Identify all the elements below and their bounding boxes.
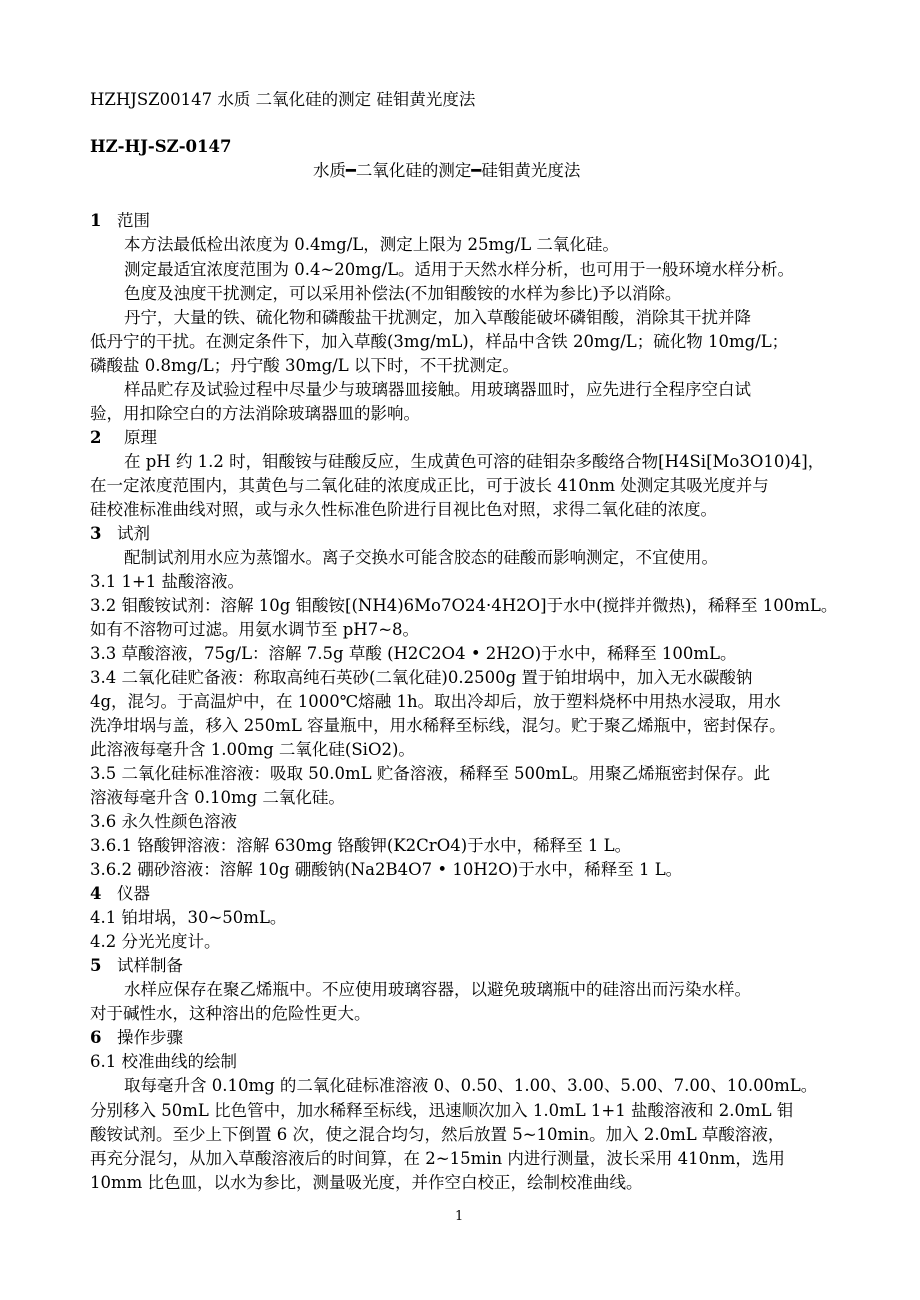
page-number: 1 <box>455 1209 464 1224</box>
section-5-heading <box>90 955 183 977</box>
item-3-4: 3.4 二氧化硅贮备液：称取高纯石英砂(二氧化硅)0.2500g 置于铂坩埚中，加入无水碳酸钠 <box>90 668 753 687</box>
paragraph-line: 洗净坩埚与盖，移入 250mL 容量瓶中，用水稀释至标线，混匀。贮于聚乙烯瓶中，密封保存。 <box>90 716 786 735</box>
item-6-1: 6.1 校准曲线的绘制 <box>90 1052 237 1071</box>
paragraph-line: 本方法最低检出浓度为 0.4mg/L，测定上限为 25mg/L 二氧化硅。 <box>124 235 619 254</box>
section-5-number: 5 <box>90 956 102 975</box>
paragraph-line: 色度及浊度干扰测定，可以采用补偿法(不加钼酸铵的水样为参比)予以消除。 <box>124 284 682 303</box>
section-6-number: 6 <box>90 1028 102 1047</box>
section-6-title: 操作步骤 <box>117 1028 183 1047</box>
paragraph-line: 低丹宁的干扰。在测定条件下，加入草酸(3mg/mL)，样品中含铁 20mg/L；硫化物 10mg/L； <box>90 332 789 351</box>
document-title: 水质━二氧化硅的测定━硅钼黄光度法 <box>313 161 581 180</box>
section-1-number: 1 <box>90 211 102 230</box>
item-3-6-1: 3.6.1 铬酸钾溶液：溶解 630mg 铬酸钾(K2CrO4)于水中，稀释至 1 L。 <box>90 836 632 855</box>
item-3-1: 3.1 1+1 盐酸溶液。 <box>90 572 245 591</box>
section-2-number: 2 <box>90 428 102 447</box>
section-4-number: 4 <box>90 884 102 903</box>
paragraph-line: 分别移入 50mL 比色管中，加水稀释至标线，迅速顺次加入 1.0mL 1+1 盐酸溶液和 2.0mL 钼 <box>90 1101 794 1120</box>
paragraph-line: 取每毫升含 0.10mg 的二氧化硅标准溶液 0、0.50、1.00、3.00、5.00、7.00、10.00mL。 <box>124 1076 818 1095</box>
paragraph-line: 在 pH 约 1.2 时，钼酸铵与硅酸反应，生成黄色可溶的硅钼杂多酸络合物[H4Si[Mo3O10)4]， <box>124 452 825 471</box>
section-1-heading <box>90 210 150 232</box>
paragraph-line: 磷酸盐 0.8mg/L；丹宁酸 30mg/L 以下时，不干扰测定。 <box>90 356 519 375</box>
paragraph-line: 水样应保存在聚乙烯瓶中。不应使用玻璃容器，以避免玻璃瓶中的硅溶出而污染水样。 <box>124 980 751 999</box>
paragraph-line: 此溶液每毫升含 1.00mg 二氧化硅(SiO2)。 <box>90 740 415 759</box>
item-4-2: 4.2 分光光度计。 <box>90 932 221 951</box>
item-3-2: 3.2 钼酸铵试剂：溶解 10g 钼酸铵[(NH4)6Mo7O24·4H2O]于水中(搅拌并微热)，稀释至 100mL。 <box>90 596 838 615</box>
document-header: HZHJSZ00147 水质 二氧化硅的测定 硅钼黄光度法 <box>90 90 476 109</box>
item-3-3: 3.3 草酸溶液，75g/L：溶解 7.5g 草酸 (H2C2O4 • 2H2O)于水中，稀释至 100mL。 <box>90 644 737 663</box>
paragraph-line: 测定最适宜浓度范围为 0.4~20mg/L。适用于天然水样分析，也可用于一般环境水样分析。 <box>124 260 795 279</box>
item-3-5: 3.5 二氧化硅标准溶液：吸取 50.0mL 贮备溶液，稀释至 500mL。用聚乙烯瓶密封保存。此 <box>90 764 771 783</box>
paragraph-line: 在一定浓度范围内，其黄色与二氧化硅的浓度成正比，可于波长 410nm 处测定其吸光度并与 <box>90 476 769 495</box>
paragraph-line: 对于碱性水，这种溶出的危险性更大。 <box>90 1004 371 1023</box>
item-3-6-2: 3.6.2 硼砂溶液：溶解 10g 硼酸钠(Na2B4O7 • 10H2O)于水中，稀释至 1 L。 <box>90 860 683 879</box>
paragraph-line: 再充分混匀，从加入草酸溶液后的时间算，在 2~15min 内进行测量，波长采用 410nm，选用 <box>90 1149 785 1168</box>
section-2-title: 原理 <box>124 428 157 447</box>
section-3-title: 试剂 <box>117 524 150 543</box>
section-3-heading <box>90 523 150 545</box>
paragraph-line: 4g，混匀。于高温炉中，在 1000℃熔融 1h。取出冷却后，放于塑料烧杯中用热水浸取，用水 <box>90 692 781 711</box>
section-2-heading <box>90 427 157 449</box>
paragraph-line: 酸铵试剂。至少上下倒置 6 次，使之混合均匀，然后放置 5~10min。加入 2.0mL 草酸溶液， <box>90 1125 785 1144</box>
section-6-heading <box>90 1027 183 1049</box>
section-1-title: 范围 <box>117 211 150 230</box>
paragraph-line: 配制试剂用水应为蒸馏水。离子交换水可能含胶态的硅酸而影响测定，不宜使用。 <box>124 548 718 567</box>
section-4-heading <box>90 883 150 905</box>
section-4-title: 仪器 <box>117 884 150 903</box>
paragraph-line: 10mm 比色皿，以水为参比，测量吸光度，并作空白校正，绘制校准曲线。 <box>90 1173 643 1192</box>
section-5-title: 试样制备 <box>117 956 183 975</box>
paragraph-line: 溶液每毫升含 0.10mg 二氧化硅。 <box>90 788 345 807</box>
paragraph-line: 验，用扣除空白的方法消除玻璃器皿的影响。 <box>90 404 420 423</box>
paragraph-line: 如有不溶物可过滤。用氨水调节至 pH7~8。 <box>90 620 420 639</box>
paragraph-line: 丹宁，大量的铁、硫化物和磷酸盐干扰测定，加入草酸能破坏磷钼酸，消除其干扰并降 <box>124 308 751 327</box>
paragraph-line: 样品贮存及试验过程中尽量少与玻璃器皿接触。用玻璃器皿时，应先进行全程序空白试 <box>124 380 751 399</box>
document-code: HZ-HJ-SZ-0147 <box>90 137 232 156</box>
section-3-number: 3 <box>90 524 102 543</box>
paragraph-line: 硅校准标准曲线对照，或与永久性标准色阶进行目视比色对照，求得二氧化硅的浓度。 <box>90 500 717 519</box>
item-4-1: 4.1 铂坩埚，30~50mL。 <box>90 908 287 927</box>
item-3-6: 3.6 永久性颜色溶液 <box>90 812 237 831</box>
